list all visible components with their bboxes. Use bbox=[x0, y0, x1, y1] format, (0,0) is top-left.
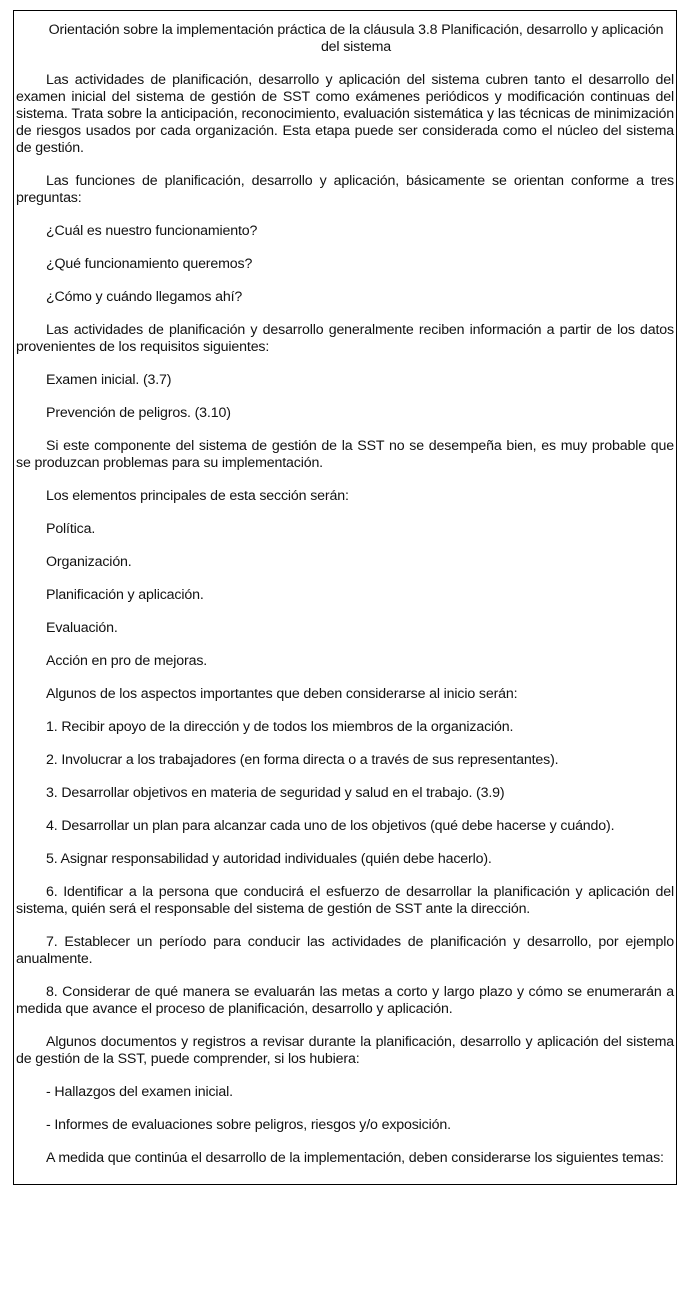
paragraph: A medida que continúa el desarrollo de la implementación, deben considerarse los siguientes temas: bbox=[46, 1150, 664, 1166]
paragraph: Algunos documentos y registros a revisar durante la planificación, desarrollo y aplicación del sistema de gestión de la SST, puede comprender, si los hubiera: bbox=[16, 1034, 674, 1067]
paragraph: Los elementos principales de esta sección serán: bbox=[46, 488, 349, 504]
numbered-item: 3. Desarrollar objetivos en materia de seguridad y salud en el trabajo. (3.9) bbox=[46, 785, 505, 801]
dash-item: - Hallazgos del examen inicial. bbox=[46, 1084, 233, 1100]
paragraph: Algunos de los aspectos importantes que deben considerarse al inicio serán: bbox=[46, 686, 518, 702]
dash-item: - Informes de evaluaciones sobre peligros, riesgos y/o exposición. bbox=[46, 1117, 451, 1133]
element-item: Política. bbox=[46, 521, 96, 537]
numbered-item: 7. Establecer un período para conducir las actividades de planificación y desarrollo, por ejemplo anualmente. bbox=[16, 934, 674, 967]
element-item: Organización. bbox=[46, 554, 132, 570]
numbered-item: 4. Desarrollar un plan para alcanzar cada uno de los objetivos (qué debe hacerse y cuándo). bbox=[46, 818, 615, 834]
paragraph: Las actividades de planificación, desarrollo y aplicación del sistema cubren tanto el desarrollo del examen inicial del sistema de gestión de SST como exámenes periódicos y modificación continuas del sistema. Trata sobre la anticipación, reconocimiento, evaluación sistemática y las técnicas de minimización de riesgos usados por cada organización. Esta etapa puede ser considerada como el núcleo del sistema de gestión. bbox=[16, 72, 674, 156]
document-box bbox=[13, 10, 677, 1185]
element-item: Acción en pro de mejoras. bbox=[46, 653, 208, 669]
paragraph: Si este componente del sistema de gestión de la SST no se desempeña bien, es muy probable que se produzcan problemas para su implementación. bbox=[16, 438, 674, 471]
paragraph: Las actividades de planificación y desarrollo generalmente reciben información a partir de los datos provenientes de los requisitos siguientes: bbox=[16, 322, 674, 355]
document-title: Orientación sobre la implementación práctica de la cláusula 3.8 Planificación, desarrollo y aplicación del sistema bbox=[48, 22, 664, 55]
question-item: ¿Qué funcionamiento queremos? bbox=[46, 256, 253, 272]
requirement-item: Examen inicial. (3.7) bbox=[46, 372, 172, 388]
question-item: ¿Cuál es nuestro funcionamiento? bbox=[46, 223, 258, 239]
paragraph: Las funciones de planificación, desarrollo y aplicación, básicamente se orientan conforme a tres preguntas: bbox=[16, 173, 674, 206]
element-item: Evaluación. bbox=[46, 620, 118, 636]
numbered-item: 6. Identificar a la persona que conducirá el esfuerzo de desarrollar la planificación y aplicación del sistema, quién será el responsable del sistema de gestión de SST ante la dirección. bbox=[16, 884, 674, 917]
numbered-item: 5. Asignar responsabilidad y autoridad individuales (quién debe hacerlo). bbox=[46, 851, 492, 867]
question-item: ¿Cómo y cuándo llegamos ahí? bbox=[46, 289, 243, 305]
numbered-item: 8. Considerar de qué manera se evaluarán las metas a corto y largo plazo y cómo se enumerarán a medida que avance el proceso de planificación, desarrollo y aplicación. bbox=[16, 984, 674, 1017]
numbered-item: 1. Recibir apoyo de la dirección y de todos los miembros de la organización. bbox=[46, 719, 514, 735]
element-item: Planificación y aplicación. bbox=[46, 587, 204, 603]
requirement-item: Prevención de peligros. (3.10) bbox=[46, 405, 231, 421]
numbered-item: 2. Involucrar a los trabajadores (en forma directa o a través de sus representantes). bbox=[46, 752, 559, 768]
